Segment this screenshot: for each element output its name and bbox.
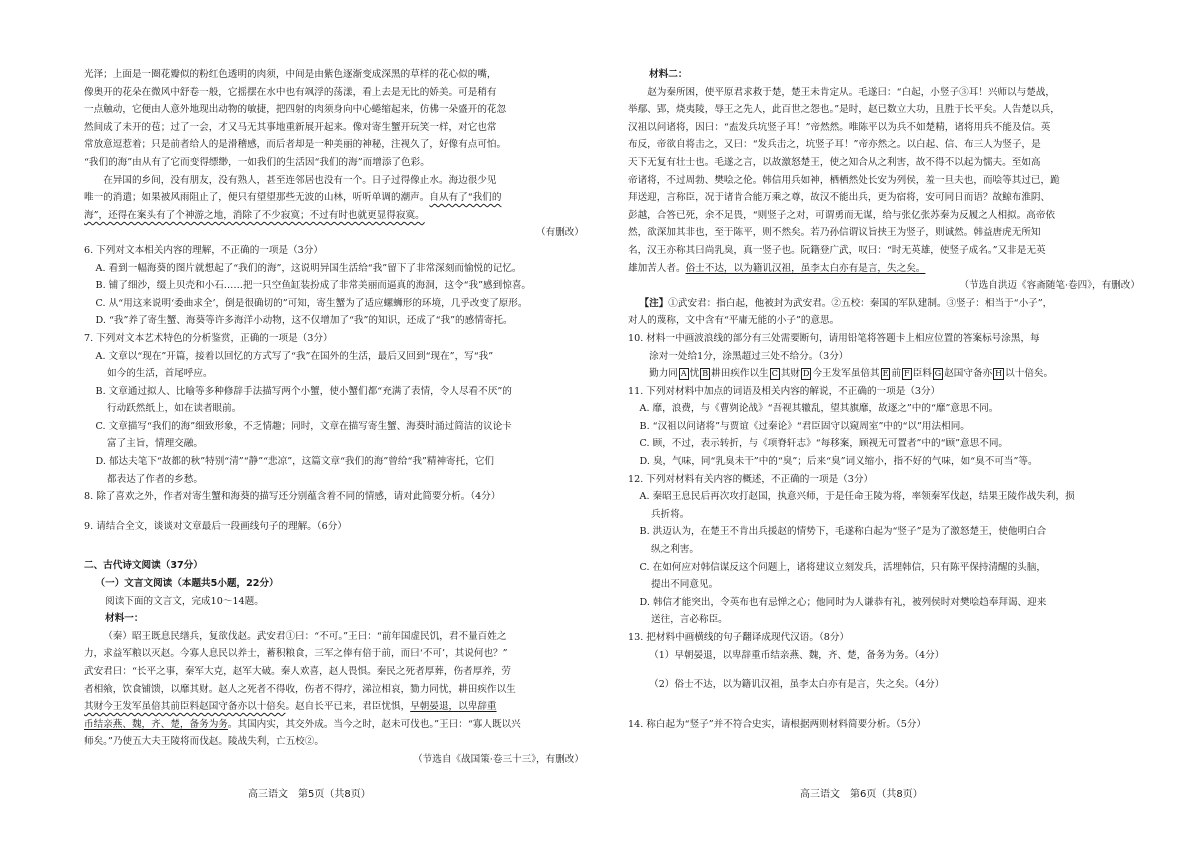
material-2-heading: 材料二：	[649, 69, 688, 80]
citation-2: （节选自《战国策·卷三十三》，有删改）	[413, 753, 584, 765]
option-line: 富了主旨，情理交融。	[107, 438, 203, 450]
section-heading-2a: （一）文言文阅读（本题共5小题，22分）	[95, 578, 279, 590]
section-instruction: 阅读下面的文言文，完成10～14题。	[105, 595, 264, 607]
sequence-text: 勤力同	[649, 368, 678, 380]
sequence-text: 以十倍矣。	[1005, 368, 1054, 380]
option-line: D. “我”养了寄生蟹、海葵等许多海洋小动物，这不仅增加了“我”的知识，还成了“我”的感情寄托。	[95, 315, 513, 327]
material-1-line-5: 其财今王发军虽倍其前臣料赵国守备亦以十倍矣。赵自长平已来，君臣忧惧，早朝晏退，以卑辞重	[84, 701, 497, 713]
material-1-line-6: 币结亲燕、魏，齐、楚，备务为务。其国内实，其交外成。当今之时，赵未可伐也。”王曰：“寡人既以兴	[84, 718, 521, 730]
passage-end-2: 唯一的消遣；如果被风雨阻止了，便只有望望那些无波的山林，听听单调的潮声。自从有了“我们的	[84, 192, 502, 204]
citation-1: （有删改）	[536, 227, 584, 239]
wavy-sentence-b: 海”，还得在案头有了个神游之地，消除了不少寂寞；不过有时也就更显得寂寞。	[84, 209, 425, 221]
option-line: 提出不同意见。	[651, 579, 719, 591]
classical-text-line: 彭越，合答已死，余不足畏，“则竖子之对，可谓勇而无谋，给与张亿张苏秦为反履之人相拟。高帝依	[628, 209, 1056, 221]
question-13: 13. 把材料中画横线的句子翻译成现代汉语。（8分）	[628, 632, 850, 643]
passage-tail	[84, 66, 584, 172]
option-line: D. 郁达夫笔下“故都的秋”特别“清”“静”“悲凉”，这篇文章“我们的海”曾给“我”精神寄托，它们	[95, 456, 495, 468]
sequence-text: 赵国守备亦	[944, 368, 993, 380]
answer-box-a[interactable]: A	[680, 369, 687, 379]
option-line: 纵之利害。	[651, 544, 699, 556]
option-line: B. “汉祖以问诸将”与贾谊《过秦论》“君臣固守以窥周室”中的“以”用法相同。	[639, 420, 970, 432]
sequence-text: 其财	[780, 368, 801, 380]
sequence-text: 耕田疾作以生	[711, 368, 769, 380]
question-12: 12. 下列对材料有关内容的概述，不正确的一项是（3分）	[628, 473, 874, 485]
question-11: 11. 下列对材料中加点的词语及相关内容的解说，不正确的一项是（3分）	[628, 385, 941, 397]
answer-box-g[interactable]: G	[934, 369, 942, 379]
note-line-1: 【注】①武安君：指白起，他被封为武安君。②五校：秦国的军队建制。③竖子：相当于“小子”，	[639, 297, 1053, 309]
passage-line: 光泽；上面是一圈花瓣似的粉红色透明的肉须，中间是由紫色逐渐变成深黑的草样的花心似的嘴，	[84, 69, 497, 80]
classical-text-line: 帝诸将，不过周勃、樊哙之伦。韩信用兵如神，栖栖然处长安为列侯，羞一旦夫也，而哙等其过已，跪	[628, 174, 1060, 186]
sequence-text: 臣料	[912, 368, 932, 380]
classical-text-line: 赵为秦所困，使平原君求救于楚，楚王未肯定从。毛遂曰：“白起，小竖子③耳！兴师以与楚战，	[647, 86, 1056, 98]
classical-text-line: 力，求益军粮以灭赵。今寡人息民以养士，蓄积粮食，三军之俸有倍于前，而曰‘不可’，其说何也？”	[84, 648, 508, 660]
option-line: A. 文章以“现在”开篇，接着以回忆的方式写了“我”在国外的生活，最后又回到“现在”，写“我”	[95, 350, 494, 362]
wavy-sentence-a: 自从有了“我们的	[429, 192, 502, 204]
passage-line: 一点触动，它便由人意外地现出动物的敏捷，把四射的肉须身向中心蜷缩起来，仿佛一朵盛开的花忽	[84, 104, 507, 116]
option-line: C. 在如何应对韩信谋反这个问题上，诸将建议立刻发兵，活埋韩信，只有陈平保持清醒的头脑，	[639, 561, 1046, 573]
question-13-2: （2）俗士不达，以为籍讥汉祖，虽李太白亦有是言，失之矣。（4分）	[649, 679, 945, 691]
wavy-line: 其财今王发军虽倍其前臣料赵国守备亦以十倍矣	[84, 701, 286, 713]
footer-page-6: 高三语文 第6页（共8页）	[800, 789, 923, 800]
material-2-text	[628, 84, 1140, 260]
classical-text-line: 天下无复有壮士也。毛遂之言，以故激怒楚王，使之知合从之利害，故不得不以起为懦夫。至如高	[628, 156, 1041, 168]
answer-box-c[interactable]: C	[771, 369, 778, 379]
question-9: 9. 请结合全文，谈谈对文章最后一段画线句子的理解。（6分）	[84, 520, 347, 532]
answer-box-h[interactable]: H	[995, 369, 1003, 379]
answer-box-d[interactable]: D	[803, 369, 810, 379]
note-line-2: 对人的蔑称，文中含有“平庸无能的小子”的意思。	[628, 315, 840, 327]
underlined-sentence-2: 俗士不达，以为籍讥汉祖，虽李太白亦有是言，失之矣。	[685, 262, 926, 274]
question-14: 14. 称白起为“竖子”并不符合史实，请根据两则材料简要分析。（5分）	[628, 718, 927, 730]
answer-box-f[interactable]: F	[904, 369, 910, 379]
passage-end-3	[84, 207, 584, 225]
option-line: B. 洪迈认为，在楚王不肯出兵援赵的情势下，毛遂称白起为“竖子”是为了激怒楚王，使他明白合	[639, 526, 1047, 538]
sequence-text: 忧	[689, 368, 700, 380]
question-7-options	[84, 348, 584, 489]
option-line: 兵折将。	[651, 508, 690, 520]
passage-line: 像奥开的花朵在微风中舒卷一般，它摇摆在水中也有飒浮的荡漾，看上去是无比的娇美。可是稍有	[84, 86, 497, 98]
question-10: 10. 材料一中画波浪线的部分有三处需要断句，请用铅笔将答题卡上相应位置的答案标号涂黑，每	[628, 332, 1040, 344]
section-heading-2: 二、古代诗文阅读（37分）	[84, 560, 203, 572]
question-8: 8. 除了喜欢之外，作者对寄生蟹和海葵的描写还分别蕴含着不同的情感，请对此简要分析。（4分）	[84, 491, 501, 503]
question-10-b: 涂对一处给1分，涂黑超过三处不给分。（3分）	[649, 350, 849, 362]
option-line: C. 从“用这来说明‘委曲求全’，倒是很确切的”可知，寄生蟹为了适应螺蛳形的环境，几乎改变了原形。	[95, 297, 528, 309]
option-line: A. 靡，浪费，与《曹刿论战》“吾视其辙乱，望其旗靡，故逐之”中的“靡”意思不同。	[639, 403, 999, 415]
citation-3: （节选自洪迈《容斋随笔·卷四》，有删改）	[959, 280, 1140, 292]
material-1-text	[84, 628, 584, 698]
material-1-heading: 材料一：	[105, 613, 144, 625]
question-11-options	[628, 400, 1140, 470]
footer-page-5: 高三语文 第5页（共8页）	[248, 789, 371, 800]
option-line: 都表达了作者的乡愁。	[107, 473, 203, 485]
classical-text-line: 武安君曰：“长平之事，秦军大克，赵军大破。秦人欢喜，赵人畏惧。秦民之死者厚葬，伤者厚养，劳	[84, 666, 512, 677]
passage-end: 在异国的乡间，没有朋友，没有熟人，甚至连邻居也没有一个。日子过得像止水。海边很少见	[103, 174, 497, 186]
question-6: 6. 下列对文本相关内容的理解，不正确的一项是（3分）	[84, 244, 323, 256]
question-12-options	[628, 488, 1140, 629]
passage-line: 常放意逗惹着；只是前者给人的是滑稽感，而后者却是一种美丽的神秘，注视久了，好像有点可怕。	[84, 139, 507, 151]
option-line: C. 文章描写“我们的海”细致形象，不乏情趣；同时，文章在描写寄生蟹、海葵时涌过简洁的议论卡	[95, 420, 512, 432]
passage-line: “我们的海”由从有了它而变得缥缈，一如我们的生活因“我们的海”而增添了色彩。	[84, 156, 430, 168]
underlined-sentence-1a: 早朝晏退，以卑辞重	[410, 701, 497, 713]
question-6-options	[84, 260, 584, 330]
classical-text-line: （秦）昭王既息民缮兵，复欲伐赵。武安君①曰：“不可。”王曰：“前年国虚民饥，君不量百姓之	[103, 630, 507, 642]
classical-text-line: 名，汉王亦称其曰尚乳臭，真一竖子也。阮籍登广武，叹曰：“时无英雄，使竖子成名。”又非是无英	[628, 244, 1046, 256]
classical-text-line: 然，欲深加其非也，至于陈平，则不然矣。若乃孙信谓议旨挟王为竖子，则诚然。韩益唐虎无所知	[628, 227, 1041, 239]
option-line: A. 看到一幅海葵的图片就想起了“我们的海”，这说明异国生活给“我”留下了非常深刻而愉悦的记忆。	[95, 262, 522, 274]
underlined-sentence-1b: 币结亲燕、魏，齐、楚，备务为务	[84, 718, 228, 730]
left-page	[84, 66, 584, 769]
option-line: 送往，言必称臣。	[651, 614, 728, 626]
option-line: B. 铺了细沙，缀上贝壳和小石……把一只空鱼缸装扮成了非常美丽而逼真的海洞，这令“我”感到惊喜。	[95, 280, 532, 292]
answer-box-b[interactable]: B	[702, 369, 709, 379]
classical-text-line: 拜送迎，言称臣，况于诸肯合能万乘之尊，故汉不能出兵，更为宿将，安可同日而语？故鲸布淮阴、	[628, 192, 1051, 204]
classical-text-line: 举鄢、郢，烧夷陵，辱王之先人，此百世之怨也。”是时，赵已数立大功，且胜于长平矣。人告楚以兵，	[628, 104, 1060, 116]
answer-box-e[interactable]: E	[882, 369, 889, 379]
classical-text-line: 汉祖以问诸将，因曰：“盍发兵坑竖子耳！”帝然然。唯陈平以为兵不如楚精，诸将用兵不能及信。英	[628, 121, 1051, 133]
option-line: A. 秦昭王息民后再次攻打赵国，执意兴师，于是任命王陵为将，率领秦军伐赵，结果王陵作战失利，损	[639, 491, 1075, 503]
right-page	[628, 66, 1140, 733]
classical-text-line: 者相飨，饮食铺馈，以靡其财。赵人之死者不得收，伤者不得疗，涕泣相哀，勠力同忧，耕田疾作以生	[84, 683, 516, 695]
question-7: 7. 下列对文本艺术特色的分析鉴赏，正确的一项是（3分）	[84, 332, 333, 344]
sequence-text: 前	[891, 368, 902, 380]
option-line: D. 臭，气味，同“乳臭未干”中的“臭”；后来“臭”词义缩小，指不好的气味，如“臭不可当”等。	[639, 456, 1038, 468]
sequence-text: 今王发军虽倍其	[812, 368, 880, 380]
question-10-sequence	[628, 365, 1140, 383]
classical-text-line: 布反，帝欲自将击之，又曰：“发兵击之，坑竖子耳！”帝亦然之。以白起、信、布三人为竖子，是	[628, 139, 1041, 151]
passage-line: 然间成了未开的苞；过了一会，才又马无其事地重新展开起来。像对寄生蟹开玩笑一样，对它也常	[84, 121, 497, 133]
option-line: 行动跃然纸上，如在读者眼前。	[107, 403, 242, 415]
option-line: 如今的生活，首尾呼应。	[107, 368, 213, 380]
option-line: C. 顾，不过，表示转折，与《项脊轩志》“每移案，顾视无可置者”中的“顾”意思不同。	[639, 438, 1009, 450]
material-1-line-7: 师矣。”乃使五大夫王陵将而伐赵。陵战失利，亡五校②。	[84, 736, 324, 748]
question-13-1: （1）早朝晏退，以卑辞重币结亲燕、魏，齐、楚，备务为务。（4分）	[649, 649, 945, 661]
material-2-last-line: 雄加苦人者。俗士不达，以为籍讥汉祖，虽李太白亦有是言，失之矣。	[628, 262, 926, 274]
option-line: B. 文章通过拟人、比喻等多种修辞手法描写两个小蟹，使小蟹们都“充满了表情，令人尽看不厌”的	[95, 385, 512, 397]
option-line: D. 韩信才能突出，令英布也有忌惮之心；他同时为人谦恭有礼，被列侯时对樊哙趋奉拜谒、迎来	[639, 596, 1047, 608]
